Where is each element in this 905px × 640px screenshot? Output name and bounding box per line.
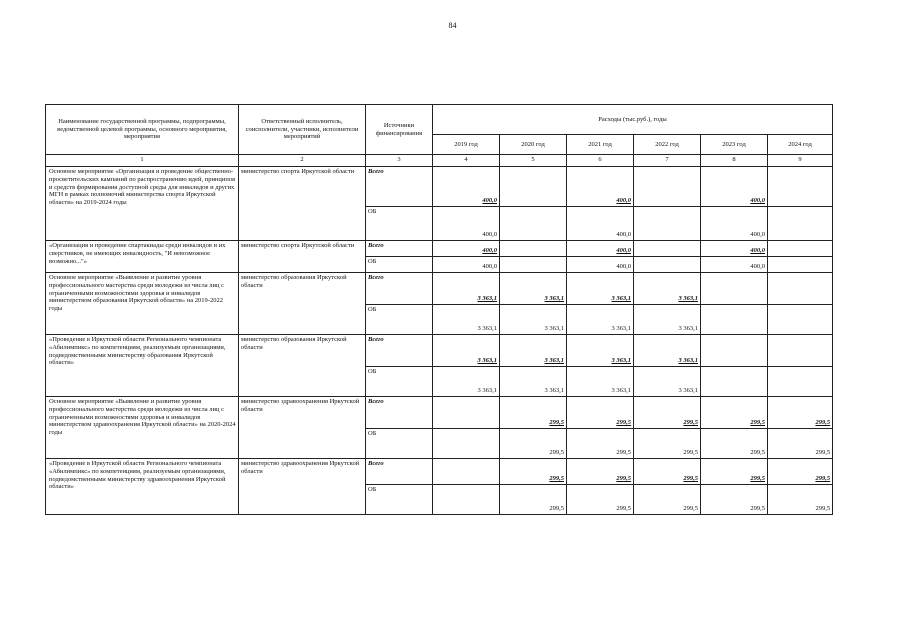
funding-source-ob: ОБ [366,367,433,397]
program-name-cell: Основное мероприятие «Выявление и развитие уровня профессионального мастерства среди молодежи из числа лиц с ограниченными возможностями здоровья и инвалидов министерством здравоохранения Иркутской области» на 2020-2024 годы [46,397,239,459]
expense-total-cell: 3 363,1 [634,335,701,367]
expense-total-cell: 3 363,1 [634,273,701,305]
expense-ob-cell [433,429,500,459]
expense-ob-cell: 299,5 [768,429,833,459]
expense-total-cell [500,241,567,257]
column-numbers-row [46,155,833,167]
expense-ob-cell: 299,5 [500,429,567,459]
table-row [46,273,833,305]
expense-total-cell: 400,0 [567,241,634,257]
program-name-cell: «Проведение в Иркутской области Регионального чемпионата «Абилимпикс» по компетенциям, реализуемым организациями, подведомственными министерству здравоохранения Иркутской области» [46,459,239,515]
column-number: 5 [500,155,567,167]
expense-ob-cell: 3 363,1 [567,305,634,335]
header-year: 2023 год [701,135,768,155]
expense-ob-cell: 400,0 [433,257,500,273]
expense-ob-cell: 299,5 [567,429,634,459]
expense-total-cell [701,273,768,305]
funding-source-total: Всего [366,459,433,485]
column-number: 7 [634,155,701,167]
expense-ob-cell: 3 363,1 [433,367,500,397]
expense-ob-cell: 400,0 [701,207,768,241]
header-year: 2022 год [634,135,701,155]
executor-cell: министерство здравоохранения Иркутской области [239,459,366,515]
executor-cell: министерство здравоохранения Иркутской области [239,397,366,459]
expense-total-cell [433,397,500,429]
header-year: 2019 год [433,135,500,155]
expense-total-cell [500,167,567,207]
expense-total-cell: 400,0 [701,167,768,207]
expense-total-cell [634,167,701,207]
funding-source-ob: ОБ [366,485,433,515]
table-row [46,167,833,207]
expense-ob-cell: 299,5 [500,485,567,515]
expense-total-cell: 299,5 [768,397,833,429]
expense-total-cell: 3 363,1 [433,273,500,305]
expense-ob-cell [701,305,768,335]
funding-source-ob: ОБ [366,305,433,335]
expense-ob-cell [433,485,500,515]
expense-ob-cell: 299,5 [567,485,634,515]
expense-total-cell: 400,0 [701,241,768,257]
expense-total-cell: 299,5 [634,397,701,429]
header-year: 2020 год [500,135,567,155]
table-row [46,335,833,367]
expense-total-cell [768,335,833,367]
executor-cell: министерство образования Иркутской области [239,273,366,335]
header-year: 2024 год [768,135,833,155]
expense-total-cell: 299,5 [701,397,768,429]
expense-total-cell: 299,5 [567,459,634,485]
funding-source-total: Всего [366,335,433,367]
program-name-cell: Основное мероприятие «Организация и проведение общественно-просветительских кампаний по распространению идей, принципов и средств формирования доступной среды для инвалидов и других МГН в рамках полномочий министерства спорта Иркутской области» на 2019-2024 годы [46,167,239,241]
expense-total-cell [433,459,500,485]
expense-total-cell [634,241,701,257]
expense-ob-cell [768,207,833,241]
expense-ob-cell: 400,0 [567,207,634,241]
column-number: 9 [768,155,833,167]
funding-source-total: Всего [366,167,433,207]
expense-ob-cell [701,367,768,397]
expense-ob-cell [500,257,567,273]
expense-ob-cell: 400,0 [567,257,634,273]
column-number: 1 [46,155,239,167]
expense-total-cell: 299,5 [634,459,701,485]
header-executor: Ответственный исполнитель, соисполнители, участники, исполнители мероприятий [239,105,366,155]
program-name-cell: «Проведение в Иркутской области Регионального чемпионата «Абилимпикс» по компетенциям, реализуемым организациями, подведомственными министерству образования Иркутской области» [46,335,239,397]
funding-source-total: Всего [366,273,433,305]
expense-total-cell: 3 363,1 [500,273,567,305]
expense-ob-cell: 400,0 [433,207,500,241]
table-row [46,459,833,485]
column-number: 4 [433,155,500,167]
expense-total-cell: 299,5 [567,397,634,429]
funding-source-total: Всего [366,397,433,429]
executor-cell: министерство спорта Иркутской области [239,241,366,273]
expense-total-cell [701,335,768,367]
header-row [46,105,833,135]
executor-cell: министерство образования Иркутской области [239,335,366,397]
budget-table [45,104,833,515]
expense-ob-cell: 299,5 [634,485,701,515]
funding-source-ob: ОБ [366,207,433,241]
expense-total-cell [768,167,833,207]
header-program-name: Наименование государственной программы, подпрограммы, ведомственной целевой программы, основного мероприятия, мероприятия [46,105,239,155]
funding-source-ob: ОБ [366,429,433,459]
expense-total-cell: 299,5 [701,459,768,485]
expense-ob-cell: 299,5 [634,429,701,459]
header-year: 2021 год [567,135,634,155]
expense-total-cell: 299,5 [500,459,567,485]
column-number: 8 [701,155,768,167]
expense-ob-cell: 3 363,1 [500,367,567,397]
expense-ob-cell [634,257,701,273]
expense-ob-cell: 3 363,1 [634,367,701,397]
column-number: 2 [239,155,366,167]
column-number: 6 [567,155,634,167]
expense-ob-cell [768,367,833,397]
table-row [46,241,833,257]
expense-ob-cell [768,305,833,335]
expense-total-cell [768,273,833,305]
executor-cell: министерство спорта Иркутской области [239,167,366,241]
expense-total-cell: 3 363,1 [500,335,567,367]
header-expenses: Расходы (тыс.руб.), годы [433,105,833,135]
expense-total-cell: 299,5 [768,459,833,485]
funding-source-total: Всего [366,241,433,257]
expense-ob-cell [768,257,833,273]
funding-source-ob: ОБ [366,257,433,273]
expense-ob-cell: 299,5 [701,485,768,515]
expense-ob-cell: 400,0 [701,257,768,273]
expense-ob-cell: 3 363,1 [433,305,500,335]
expense-total-cell: 400,0 [433,167,500,207]
program-name-cell: «Организация и проведение спартакиады среди инвалидов и их сверстников, не имеющих инвалидность, "И невозможное возможно..."» [46,241,239,273]
expense-ob-cell [500,207,567,241]
table-row [46,397,833,429]
expense-total-cell: 400,0 [433,241,500,257]
expense-total-cell: 299,5 [500,397,567,429]
expense-ob-cell: 3 363,1 [634,305,701,335]
expense-ob-cell: 299,5 [768,485,833,515]
column-number: 3 [366,155,433,167]
expense-total-cell: 3 363,1 [567,273,634,305]
program-name-cell: Основное мероприятие «Выявление и развитие уровня профессионального мастерства среди молодежи из числа лиц с ограниченными возможностями здоровья и инвалидов министерством образования Иркутской области» на 2019-2022 годы [46,273,239,335]
expense-total-cell: 400,0 [567,167,634,207]
expense-total-cell [768,241,833,257]
expense-ob-cell: 3 363,1 [500,305,567,335]
header-funding-source: Источники финансирования [366,105,433,155]
expense-ob-cell [634,207,701,241]
expense-total-cell: 3 363,1 [433,335,500,367]
page-number: 84 [448,21,457,30]
expense-total-cell: 3 363,1 [567,335,634,367]
expense-ob-cell: 299,5 [701,429,768,459]
expense-ob-cell: 3 363,1 [567,367,634,397]
